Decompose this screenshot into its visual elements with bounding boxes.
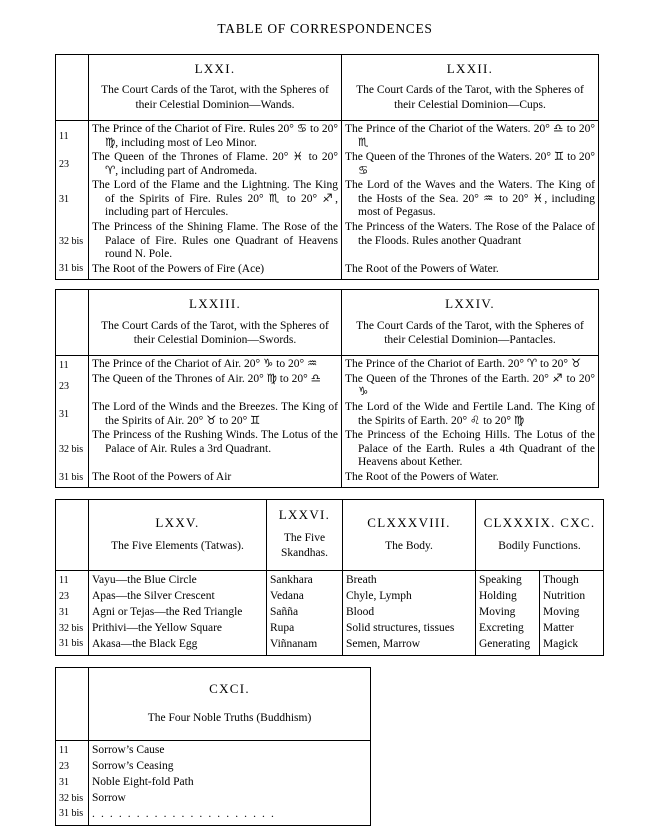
column-subtitle: Bodily Functions. [498,539,581,552]
cell-cups-31: The Lord of the Waves and the Waters. The King of the Hosts of the Sea. 20° ♒ to 20° ♓, including most of Pegasus. [342,179,599,221]
cell-function2-11: Though [540,571,604,589]
column-numeral: CXCI. [209,680,250,696]
cell-truth-31bis-dotted-line: . . . . . . . . . . . . . . . . . . . . . [89,807,371,825]
cell-element-11: Vayu—the Blue Circle [89,571,267,589]
table-row [56,263,599,280]
row-label: 11 [56,571,89,589]
cell-cups-32bis: The Princess of the Waters. The Rose of the Palace of the Floods. Rules another Quadrant [342,221,599,263]
cell-truth-31: Noble Eight-fold Path [89,775,371,791]
cell-wands-11: The Prince of the Chariot of Fire. Rules 20° ♋ to 20° ♍, including most of Leo Minor. [89,121,342,152]
table-row [56,589,604,605]
table-row [56,429,599,471]
column-header-lxxiii [89,290,342,356]
cell-body-23: Chyle, Lymph [343,589,476,605]
row-label: 23 [56,151,89,179]
column-subtitle: The Four Noble Truths (Buddhism) [147,711,312,724]
cell-wands-31: The Lord of the Flame and the Lightning. The King of the Spirits of Fire. Rules 20° ♏ to 20° ♐, including part of Hercules. [89,179,342,221]
table-row [56,221,599,263]
row-label: 31 bis [56,471,89,488]
column-numeral: LXXI. [194,61,236,76]
cell-wands-32bis: The Princess of the Shining Flame. The Rose of the Palace of Fire. Rules one Quadrant of Heavens round N. Pole. [89,221,342,263]
cell-skandha-32bis: Rupa [267,621,343,637]
cell-skandha-31bis: Viñnanam [267,637,343,655]
cell-element-31: Agni or Tejas—the Red Triangle [89,605,267,621]
row-label: 31 [56,401,89,429]
column-subtitle: The Five Elements (Tatwas). [111,539,244,552]
cell-swords-31: The Lord of the Winds and the Breezes. The King of the Spirits of Air. 20° ♉ to 20° ♊ [89,401,342,429]
page-title: TABLE OF CORRESPONDENCES [217,21,433,36]
cell-cups-11: The Prince of the Chariot of the Waters. 20° ♎ to 20° ♏ [342,121,599,152]
column-header-clxxxviii [343,500,476,571]
table-row [56,807,371,825]
cell-swords-23: The Queen of the Thrones of Air. 20° ♍ to 20° ♎ [89,373,342,401]
row-label: 23 [56,759,89,775]
cell-swords-32bis: The Princess of the Rushing Winds. The Lotus of the Palace of Air. Rules a 3rd Quadrant. [89,429,342,471]
cell-function-23: Holding [476,589,540,605]
column-header-cxci [89,667,371,740]
table-row [56,775,371,791]
cell-body-31bis: Semen, Marrow [343,637,476,655]
table-row [56,471,599,488]
row-label: 11 [56,741,89,759]
table-header-row [56,667,371,740]
header-spacer-cell [56,55,89,121]
cell-function2-32bis: Matter [540,621,604,637]
cell-truth-11: Sorrow’s Cause [89,741,371,759]
column-numeral: LXXVI. [278,507,331,523]
table-header-row [56,55,599,121]
header-spacer-cell [56,290,89,356]
row-label: 11 [56,121,89,152]
cell-pantacles-32bis: The Princess of the Echoing Hills. The Lotus of the Palace of the Earth. Rules a 4th Quadrant of the Heavens about Kether. [342,429,599,471]
column-numeral: CLXXXVIII. [367,514,451,530]
row-label: 32 bis [56,791,89,807]
cell-body-31: Blood [343,605,476,621]
cell-skandha-31: Sañña [267,605,343,621]
table-row [56,621,604,637]
cell-function2-23: Nutrition [540,589,604,605]
table-row [56,356,599,373]
cell-wands-23: The Queen of the Thrones of Flame. 20° ♓ to 20° ♈, including part of Andromeda. [89,151,342,179]
column-header-lxxii [342,55,599,121]
cell-function2-31bis: Magick [540,637,604,655]
cell-cups-23: The Queen of the Thrones of the Waters. 20° ♊ to 20° ♋ [342,151,599,179]
column-subtitle: The Court Cards of the Tarot, with the Spheres of their Celestial Dominion—Wands. [101,84,329,111]
row-label: 31 bis [56,807,89,825]
cell-function-31bis: Generating [476,637,540,655]
cell-pantacles-11: The Prince of the Chariot of Earth. 20° ♈ to 20° ♉ [342,356,599,373]
table-row [56,759,371,775]
cell-cups-31bis: The Root of the Powers of Water. [342,263,599,280]
column-subtitle: The Body. [385,539,433,552]
column-header-lxxiv [342,290,599,356]
cell-wands-31bis: The Root of the Powers of Fire (Ace) [89,263,342,280]
table-header-row [56,290,599,356]
table-row [56,401,599,429]
cell-element-31bis: Akasa—the Black Egg [89,637,267,655]
row-label: 31 bis [56,637,89,655]
cell-element-32bis: Prithivi—the Yellow Square [89,621,267,637]
header-spacer-cell [56,667,89,740]
column-numeral: LXXIII. [188,296,242,312]
cell-truth-32bis: Sorrow [89,791,371,807]
column-header-lxxvi [267,500,343,571]
column-subtitle: The Court Cards of the Tarot, with the Spheres of their Celestial Dominion—Cups. [356,84,584,111]
column-header-lxxv [89,500,267,571]
table-row [56,571,604,589]
column-numeral: CLXXXIX. CXC. [483,514,596,530]
row-label: 23 [56,373,89,401]
column-subtitle: The Court Cards of the Tarot, with the Spheres of their Celestial Dominion—Swords. [101,319,329,346]
cell-truth-23: Sorrow’s Ceasing [89,759,371,775]
table-elements-skandhas-body-functions [55,499,604,655]
cell-body-32bis: Solid structures, tissues [343,621,476,637]
column-numeral: LXXV. [155,514,200,530]
table-row [56,373,599,401]
column-header-clxxxix-cxc [476,500,604,571]
row-label: 11 [56,356,89,373]
table-row [56,741,371,759]
table-court-cards-wands-cups [55,54,599,280]
table-row [56,605,604,621]
cell-skandha-11: Sankhara [267,571,343,589]
cell-function-32bis: Excreting [476,621,540,637]
row-label: 31 bis [56,263,89,280]
row-label: 23 [56,589,89,605]
row-label: 31 [56,605,89,621]
header-spacer-cell [56,500,89,571]
cell-element-23: Apas—the Silver Crescent [89,589,267,605]
cell-body-11: Breath [343,571,476,589]
row-label: 31 [56,179,89,221]
cell-function-11: Speaking [476,571,540,589]
table-four-noble-truths [55,667,371,826]
column-header-lxxi [89,55,342,121]
column-subtitle: The Five Skandhas. [281,532,328,560]
table-header-row [56,500,604,571]
table-row [56,179,599,221]
table-row [56,791,371,807]
cell-skandha-23: Vedana [267,589,343,605]
cell-swords-31bis: The Root of the Powers of Air [89,471,342,488]
cell-function-31: Moving [476,605,540,621]
row-label: 32 bis [56,221,89,263]
table-row [56,637,604,655]
table-row [56,121,599,152]
cell-swords-11: The Prince of the Chariot of Air. 20° ♑ to 20° ♒ [89,356,342,373]
column-subtitle: The Court Cards of the Tarot, with the Spheres of their Celestial Dominion—Pantacles. [356,319,584,346]
table-court-cards-swords-pantacles [55,289,599,488]
column-numeral: LXXII. [446,61,494,76]
cell-pantacles-31bis: The Root of the Powers of Water. [342,471,599,488]
cell-function2-31: Moving [540,605,604,621]
row-label: 31 [56,775,89,791]
row-label: 32 bis [56,429,89,471]
cell-pantacles-31: The Lord of the Wide and Fertile Land. The King of the Spirits of Earth. 20° ♌ to 20° ♍ [342,401,599,429]
row-label: 32 bis [56,621,89,637]
column-numeral: LXXIV. [445,296,495,312]
cell-pantacles-23: The Queen of the Thrones of the Earth. 20° ♐ to 20° ♑ [342,373,599,401]
table-row [56,151,599,179]
